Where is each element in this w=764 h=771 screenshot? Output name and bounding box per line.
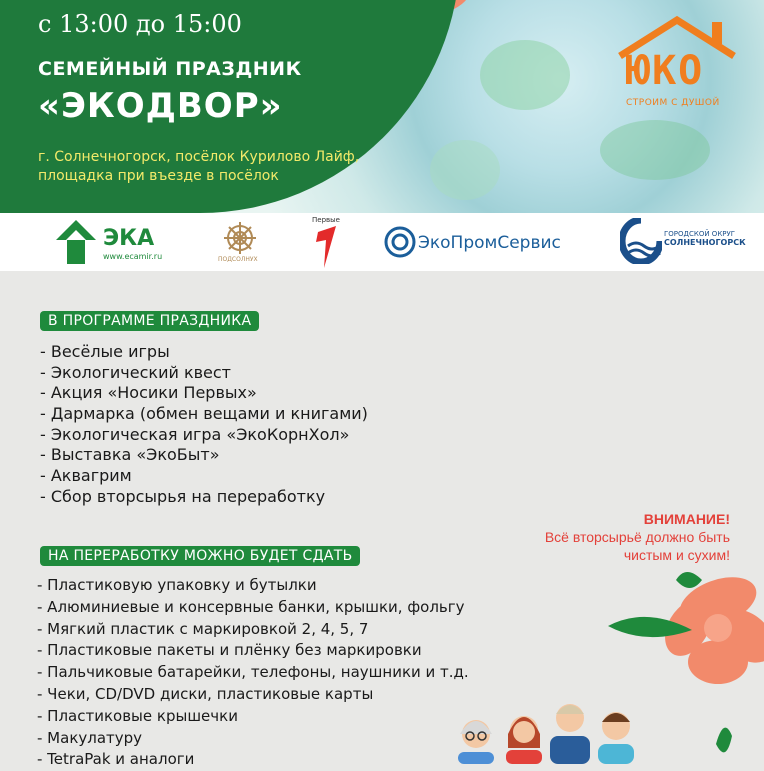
okrug-emblem-icon [620,218,662,264]
sponsor-okrug-line2: СОЛНЕЧНОГОРСК [664,238,746,247]
recycling-heading: НА ПЕРЕРАБОТКУ МОЖНО БУДЕТ СДАТЬ [40,546,360,566]
warning-line: Всё вторсырьё должно быть [544,529,730,545]
sponsor-pervye-label: Первые [312,216,340,224]
address-line: площадка при въезде в посёлок [38,168,279,184]
eka-tree-icon [55,220,97,264]
list-item: - Пальчиковые батарейки, телефоны, наушники и т.д. [37,663,469,682]
sponsor-okrug-line1: ГОРОДСКОЙ ОКРУГ [664,230,736,238]
list-item: - Весёлые игры [40,342,170,361]
list-item: - Акция «Носики Первых» [40,383,257,403]
sponsor-podsolnukh-name: ПОДСОЛНУХ [218,256,258,263]
program-heading: В ПРОГРАММЕ ПРАЗДНИКА [40,311,259,331]
list-item: - Сбор вторсырья на переработку [40,486,326,506]
sponsor-eka-name: ЭКА [103,226,155,251]
globe-decoration [480,40,570,110]
address-line: г. Солнечногорск, посёлок Курилово Лайф, [38,149,360,165]
list-item: - Пластиковую упаковку и бутылки [37,576,317,594]
recycling-list [37,575,469,771]
sponsor-ekopromservis-name: ЭкоПромСервис [418,233,561,253]
yuko-logo-text: ЮКО [626,48,705,94]
event-subtitle: СЕМЕЙНЫЙ ПРАЗДНИК [38,58,302,80]
pervye-logo-icon [314,226,338,268]
event-title: «ЭКОДВОР» [38,86,283,126]
list-item: - Пластиковые пакеты и плёнку без маркировки [37,641,422,660]
list-item: - Экологический квест [40,362,231,382]
family-illustration-icon [448,690,648,764]
list-item: - Алюминиевые и консервные банки, крышки, фольгу [37,597,465,616]
list-item: - TetraPak и аналоги [37,750,195,769]
event-time: с 13:00 до 15:00 [38,10,242,38]
list-item: - Пластиковые крышечки [37,706,238,725]
ekopromservis-logo-icon [384,226,416,258]
program-list [40,342,368,508]
event-address [38,148,398,186]
globe-decoration [600,120,710,180]
warning-title: ВНИМАНИЕ! [643,511,730,527]
list-item: - Мягкий пластик с маркировкой 2, 4, 5, 7 [37,619,369,638]
warning-note [545,510,730,564]
list-item: - Чеки, CD/DVD диски, пластиковые карты [37,684,374,703]
list-item: - Макулатуру [37,728,143,747]
yuko-slogan: СТРОИМ С ДУШОЙ [626,98,720,108]
list-item: - Экологическая игра «ЭкоКорнХол» [40,424,350,444]
warning-line: чистым и сухим! [623,547,730,563]
list-item: - Дармарка (обмен вещами и книгами) [40,404,368,424]
sunflower-icon [218,220,262,256]
list-item: - Выставка «ЭкоБыт» [40,445,220,465]
header-banner [0,0,764,213]
sponsor-eka-url: www.ecamir.ru [103,252,163,261]
globe-decoration [430,140,500,200]
list-item: - Аквагрим [40,466,132,486]
